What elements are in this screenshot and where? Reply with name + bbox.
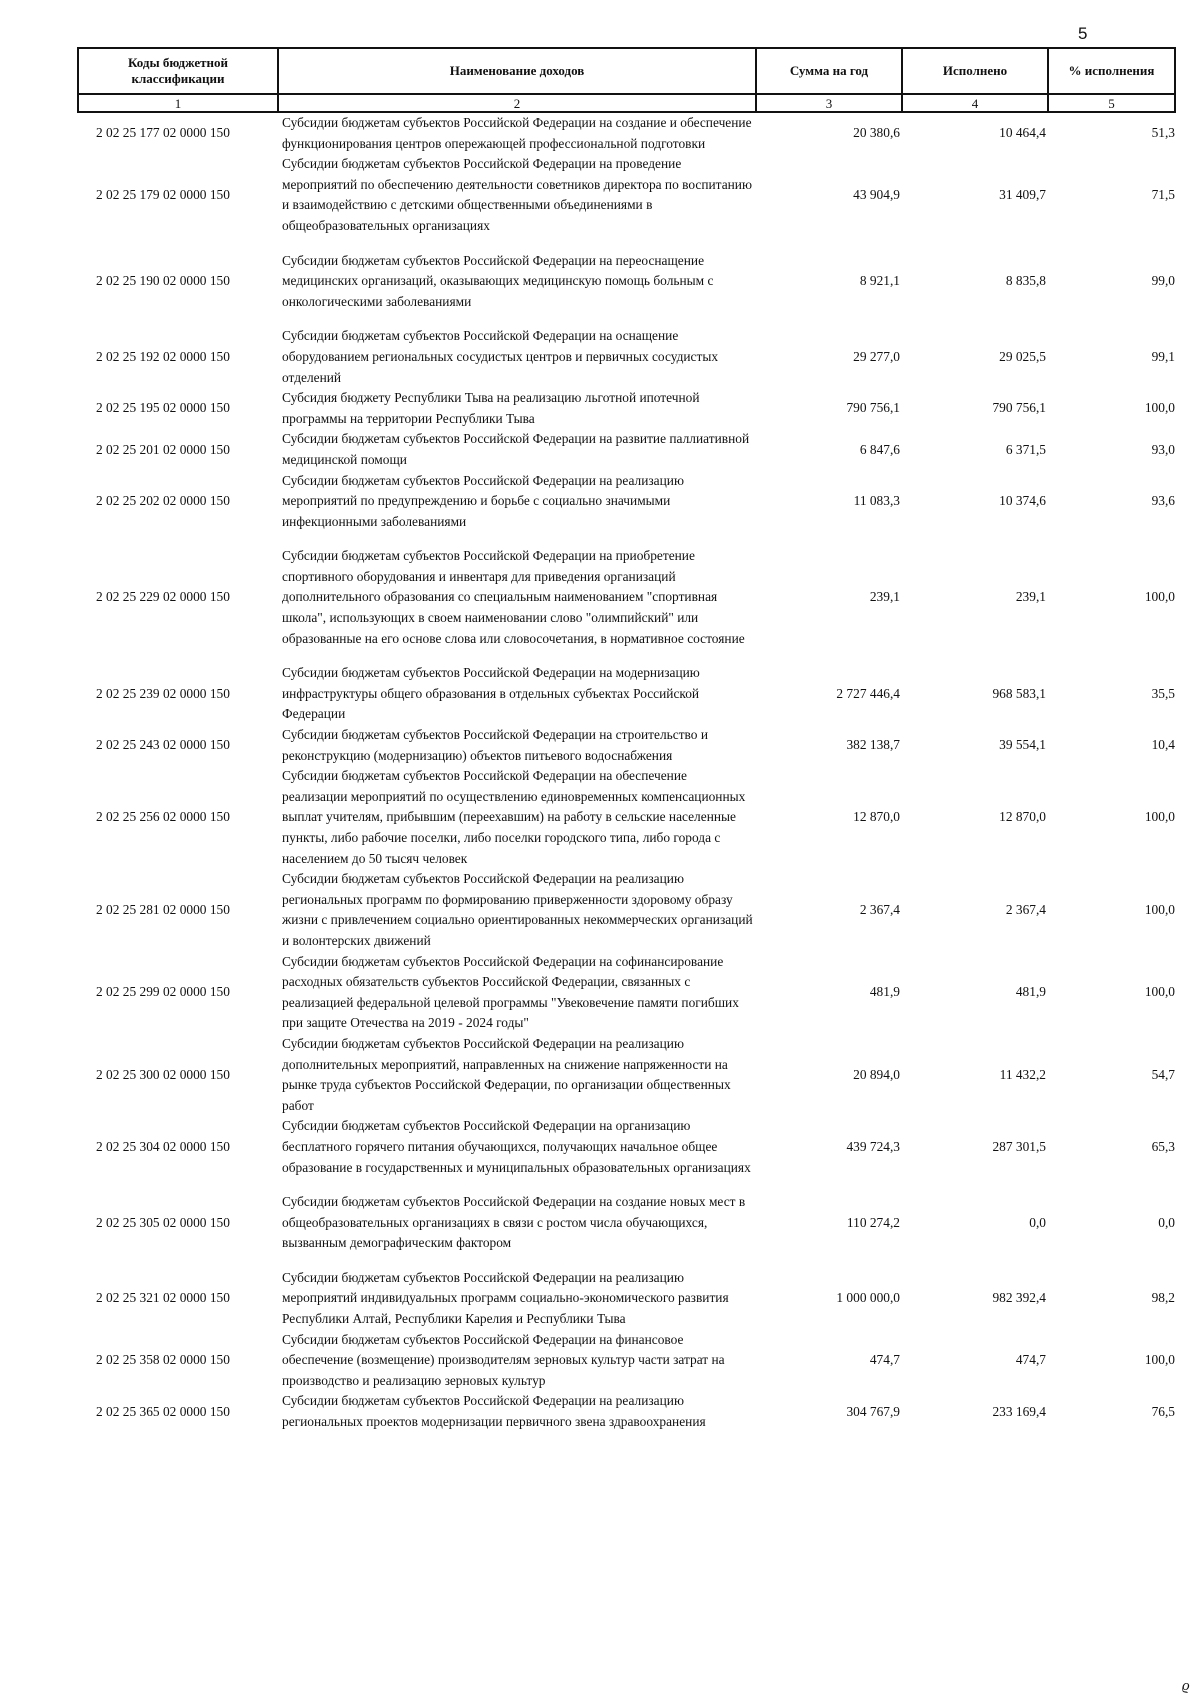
cell-done: 982 392,4 (992, 1290, 1046, 1306)
cell-name: Субсидии бюджетам субъектов Российской Федерации на реализацию мероприятий по предупреждению и борьбе с социально значимыми инфекционными заболеваниями (282, 472, 684, 529)
cell-percent: 100,0 (1144, 902, 1175, 918)
column-number: 3 (756, 94, 902, 112)
table-row (78, 1254, 1175, 1330)
column-number: 1 (78, 94, 278, 112)
cell-done: 12 870,0 (999, 809, 1046, 825)
cell-done: 8 835,8 (1005, 273, 1046, 289)
header-percent: % исполнения (1048, 48, 1175, 94)
cell-name: Субсидии бюджетам субъектов Российской Федерации на создание и обеспечение функционирования центров опережающей профессиональной подготовки (282, 115, 752, 151)
cell-percent: 99,0 (1151, 273, 1175, 289)
cell-sum: 11 083,3 (853, 493, 900, 509)
cell-percent: 54,7 (1151, 1066, 1175, 1082)
cell-name: Субсидии бюджетам субъектов Российской Федерации на реализацию мероприятий индивидуальных программ социально-экономического развития Республики Алтай, Республики Карелия и Республики Тыва (282, 1269, 729, 1327)
cell-percent: 100,0 (1144, 984, 1175, 1000)
cell-code: 2 02 25 256 02 0000 150 (96, 809, 230, 825)
cell-sum: 8 921,1 (859, 273, 900, 289)
table-row (78, 649, 1175, 725)
table-row (78, 725, 1175, 766)
cell-done: 239,1 (1015, 589, 1046, 605)
cell-sum: 110 274,2 (846, 1214, 900, 1230)
column-number: 2 (278, 94, 756, 112)
cell-code: 2 02 25 192 02 0000 150 (96, 348, 230, 364)
cell-code: 2 02 25 243 02 0000 150 (96, 737, 230, 753)
cell-sum: 6 847,6 (859, 441, 900, 457)
cell-code: 2 02 25 177 02 0000 150 (96, 125, 230, 141)
cell-code: 2 02 25 190 02 0000 150 (96, 273, 230, 289)
table-row (78, 312, 1175, 388)
cell-done: 0,0 (1029, 1214, 1046, 1230)
cell-done: 233 169,4 (992, 1403, 1046, 1419)
cell-name: Субсидии бюджетам субъектов Российской Федерации на переоснащение медицинских организаций, оказывающих медицинскую помощь больным с онкологическими заболеваниями (282, 252, 714, 309)
table-row (78, 869, 1175, 951)
table-row (78, 429, 1175, 470)
cell-code: 2 02 25 304 02 0000 150 (96, 1138, 230, 1154)
cell-name: Субсидии бюджетам субъектов Российской Федерации на реализацию региональных программ по формированию приверженности здоровому образу жизни с привлечением социально ориентированных некоммерческих организаций и волонтерских движений (282, 871, 753, 948)
table-row (78, 766, 1175, 869)
cell-sum: 481,9 (869, 984, 900, 1000)
table-row (78, 471, 1175, 533)
cell-done: 10 374,6 (999, 493, 1046, 509)
table-row (78, 112, 1175, 154)
cell-name: Субсидии бюджетам субъектов Российской Федерации на реализацию дополнительных мероприятий, направленных на снижение напряженности на рынке труда субъектов Российской Федерации, по организации общественных работ (282, 1035, 731, 1113)
table-row (78, 1116, 1175, 1178)
cell-done: 481,9 (1015, 984, 1046, 1000)
cell-done: 2 367,4 (1005, 902, 1046, 918)
cell-done: 287 301,5 (992, 1138, 1046, 1154)
cell-code: 2 02 25 229 02 0000 150 (96, 589, 230, 605)
table-row (78, 237, 1175, 313)
cell-done: 968 583,1 (992, 685, 1046, 701)
table-body (78, 112, 1175, 1433)
cell-done: 11 432,2 (999, 1066, 1046, 1082)
cell-percent: 71,5 (1151, 187, 1175, 203)
cell-name: Субсидии бюджетам субъектов Российской Федерации на строительство и реконструкцию (модернизацию) объектов питьевого водоснабжения (282, 727, 709, 763)
cell-percent: 93,0 (1151, 441, 1175, 457)
cell-sum: 439 724,3 (846, 1138, 900, 1154)
column-number-row (78, 94, 1175, 112)
cell-percent: 93,6 (1151, 493, 1175, 509)
header-name: Наименование доходов (278, 48, 756, 94)
cell-done: 6 371,5 (1005, 441, 1046, 457)
cell-code: 2 02 25 202 02 0000 150 (96, 493, 230, 509)
table-row (78, 1391, 1175, 1432)
cell-name: Субсидии бюджетам субъектов Российской Федерации на организацию бесплатного горячего питания обучающихся, получающих начальное общее образование в государственных и муниципальных образовательных организациях (282, 1118, 751, 1175)
cell-code: 2 02 25 201 02 0000 150 (96, 441, 230, 457)
cell-name: Субсидии бюджетам субъектов Российской Федерации на развитие паллиативной медицинской помощи (282, 431, 750, 467)
column-number: 5 (1048, 94, 1175, 112)
cell-percent: 35,5 (1151, 685, 1175, 701)
budget-revenue-table (77, 47, 1176, 1433)
cell-percent: 100,0 (1144, 400, 1175, 416)
cell-sum: 1 000 000,0 (836, 1290, 900, 1306)
cell-percent: 98,2 (1151, 1290, 1175, 1306)
cell-sum: 790 756,1 (846, 400, 900, 416)
cell-sum: 20 894,0 (853, 1066, 900, 1082)
cell-name: Субсидия бюджету Республики Тыва на реализацию льготной ипотечной программы на территории Республики Тыва (282, 390, 700, 426)
cell-name: Субсидии бюджетам субъектов Российской Федерации на обеспечение реализации мероприятий по осуществлению единовременных компенсационных выплат учителям, прибывшим (переехавшим) на работу в сельские населенные пункты, либо рабочие поселки, либо поселки городского типа, либо города с населением до 50 тысяч человек (282, 768, 746, 866)
cell-name: Субсидии бюджетам субъектов Российской Федерации на финансовое обеспечение (возмещение) производителям зерновых культур части затрат на производство и реализацию зерновых культур (282, 1331, 725, 1388)
cell-percent: 51,3 (1151, 125, 1175, 141)
cell-sum: 29 277,0 (853, 348, 900, 364)
cell-percent: 76,5 (1151, 1403, 1175, 1419)
cell-code: 2 02 25 365 02 0000 150 (96, 1403, 230, 1419)
header-sum: Сумма на год (756, 48, 902, 94)
cell-name: Субсидии бюджетам субъектов Российской Федерации на модернизацию инфраструктуры общего образования в отдельных субъектах Российской Федерации (282, 665, 700, 722)
cell-name: Субсидии бюджетам субъектов Российской Федерации на реализацию региональных проектов модернизации первичного звена здравоохранения (282, 1393, 706, 1430)
table-row (78, 532, 1175, 649)
cell-code: 2 02 25 281 02 0000 150 (96, 902, 230, 918)
cell-code: 2 02 25 321 02 0000 150 (96, 1290, 230, 1306)
table-header-row (78, 48, 1175, 94)
cell-sum: 2 367,4 (859, 902, 900, 918)
cell-sum: 20 380,6 (853, 125, 900, 141)
table-row (78, 1034, 1175, 1116)
header-done: Исполнено (902, 48, 1048, 94)
cell-sum: 43 904,9 (853, 187, 900, 203)
column-number: 4 (902, 94, 1048, 112)
cell-name: Субсидии бюджетам субъектов Российской Федерации на проведение мероприятий по обеспечению деятельности советников директора по воспитанию и взаимодействию с детскими общественными объединениями в общеобразовательных организациях (282, 156, 752, 233)
cell-sum: 2 727 446,4 (836, 685, 900, 701)
table-row (78, 154, 1175, 236)
cell-percent: 0,0 (1158, 1214, 1175, 1230)
table-row (78, 952, 1175, 1034)
cell-percent: 10,4 (1151, 737, 1175, 753)
cell-code: 2 02 25 300 02 0000 150 (96, 1066, 230, 1082)
cell-name: Субсидии бюджетам субъектов Российской Федерации на оснащение оборудованием региональных сосудистых центров и первичных сосудистых отделений (282, 328, 719, 385)
cell-percent: 100,0 (1144, 809, 1175, 825)
cell-name: Субсидии бюджетам субъектов Российской Федерации на создание новых мест в общеобразовательных организациях в связи с ростом числа обучающихся, вызванным демографическим фактором (282, 1194, 746, 1251)
cell-sum: 304 767,9 (846, 1403, 900, 1419)
cell-sum: 239,1 (869, 589, 900, 605)
header-codes: Коды бюджетной классификации (78, 48, 278, 94)
cell-code: 2 02 25 179 02 0000 150 (96, 187, 230, 203)
table-row (78, 388, 1175, 429)
cell-done: 31 409,7 (999, 187, 1046, 203)
cell-name: Субсидии бюджетам субъектов Российской Федерации на софинансирование расходных обязательств субъектов Российской Федерации, связанных с реализацией федеральной целевой программы "Увековечение памяти погибших при защите Отечества на 2019 - 2024 годы" (282, 953, 739, 1031)
cell-code: 2 02 25 195 02 0000 150 (96, 400, 230, 416)
corner-mark: ϱ (1182, 1678, 1190, 1694)
cell-done: 790 756,1 (992, 400, 1046, 416)
cell-done: 10 464,4 (999, 125, 1046, 141)
cell-percent: 65,3 (1151, 1138, 1175, 1154)
cell-sum: 474,7 (869, 1352, 900, 1368)
cell-percent: 100,0 (1144, 1352, 1175, 1368)
cell-code: 2 02 25 305 02 0000 150 (96, 1214, 230, 1230)
cell-percent: 100,0 (1144, 589, 1175, 605)
cell-done: 29 025,5 (999, 348, 1046, 364)
page-number: 5 (1078, 24, 1088, 43)
cell-done: 39 554,1 (999, 737, 1046, 753)
cell-percent: 99,1 (1151, 348, 1175, 364)
cell-code: 2 02 25 299 02 0000 150 (96, 984, 230, 1000)
cell-code: 2 02 25 239 02 0000 150 (96, 685, 230, 701)
cell-code: 2 02 25 358 02 0000 150 (96, 1352, 230, 1368)
table-row (78, 1330, 1175, 1392)
cell-sum: 382 138,7 (846, 737, 900, 753)
cell-name: Субсидии бюджетам субъектов Российской Федерации на приобретение спортивного оборудования и инвентаря для приведения организаций дополнительного образования со специальным наименованием "спортивная школа", использующих в своем наименовании слово "олимпийский" или образованные на его основе слова или словосочетания, в нормативное состояние (282, 548, 745, 646)
cell-sum: 12 870,0 (853, 809, 900, 825)
table-row (78, 1178, 1175, 1254)
cell-done: 474,7 (1015, 1352, 1046, 1368)
